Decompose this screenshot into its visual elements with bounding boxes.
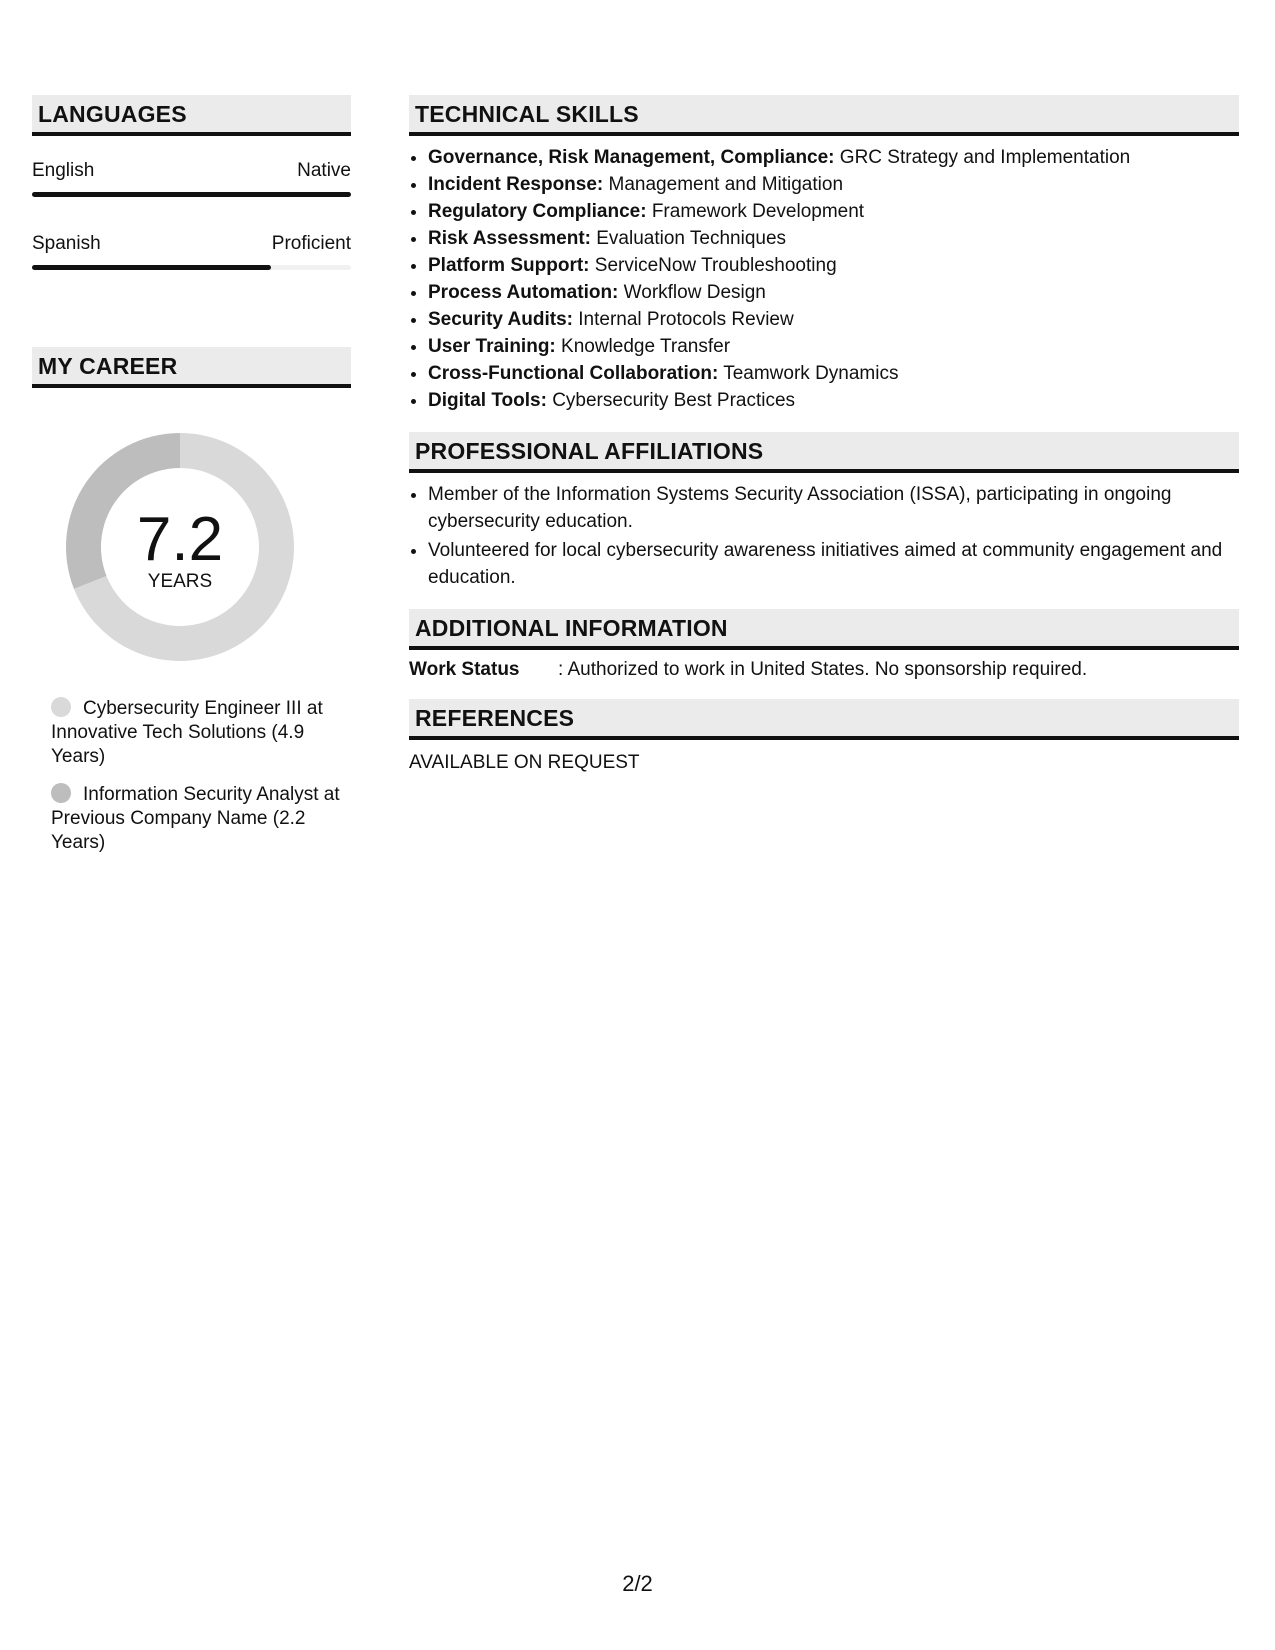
skill-value: Knowledge Transfer (555, 336, 731, 357)
page-number: 2/2 (622, 1571, 653, 1596)
career-header: MY CAREER (32, 347, 351, 388)
additional-info-header: ADDITIONAL INFORMATION (409, 609, 1239, 650)
affiliations-list (409, 481, 1239, 591)
career-legend-label: Information Security Analyst at Previous Company Name (2.2 Years) (51, 784, 340, 853)
skill-value: Internal Protocols Review (573, 309, 794, 330)
skill-label: Process Automation: (428, 282, 619, 303)
skill-value: Framework Development (646, 201, 865, 222)
skill-label: Platform Support: (428, 255, 590, 276)
career-total-years: 7.2 (136, 505, 224, 574)
list-item (428, 171, 1239, 198)
additional-info-section (409, 609, 1239, 681)
career-legend (51, 697, 341, 855)
language-proficiency-fill (32, 265, 271, 270)
references-section (409, 699, 1239, 774)
language-name: English (32, 160, 95, 181)
right-column (409, 95, 1239, 774)
list-item (428, 333, 1239, 360)
skill-value: Cybersecurity Best Practices (546, 390, 796, 411)
career-total-unit: YEARS (147, 571, 213, 592)
skill-label: Digital Tools: (428, 390, 547, 411)
language-item (32, 160, 351, 197)
technical-skills-section (409, 95, 1239, 414)
list-item (428, 225, 1239, 252)
language-proficiency-fill (32, 192, 351, 197)
language-level: Native (297, 160, 351, 181)
list-item: • Volunteered for local cybersecurity awareness initiatives aimed at community engagement and education. (428, 537, 1239, 591)
work-status-label: Work Status (409, 659, 520, 680)
language-level: Proficient (271, 233, 351, 254)
skill-value: ServiceNow Troubleshooting (589, 255, 837, 276)
skill-value: Evaluation Techniques (590, 228, 787, 249)
career-legend-label: Cybersecurity Engineer III at Innovative Tech Solutions (4.9 Years) (51, 698, 323, 767)
left-column (32, 95, 351, 869)
list-item (428, 144, 1239, 171)
skill-label: Cross-Functional Collaboration: (428, 363, 719, 384)
skill-label: Risk Assessment: (428, 228, 591, 249)
legend-dot-icon (51, 783, 71, 803)
list-item (428, 279, 1239, 306)
affiliations-section (409, 432, 1239, 591)
skill-label: Governance, Risk Management, Compliance: (428, 147, 835, 168)
career-legend-item (51, 697, 341, 769)
skill-label: Incident Response: (428, 174, 604, 195)
work-status-row (409, 659, 1239, 681)
list-item (428, 306, 1239, 333)
list-item (428, 360, 1239, 387)
skill-label: Security Audits: (428, 309, 573, 330)
career-donut-chart (66, 433, 294, 661)
skill-value: Management and Mitigation (603, 174, 844, 195)
language-item (32, 233, 351, 270)
legend-dot-icon (51, 697, 71, 717)
skill-label: Regulatory Compliance: (428, 201, 647, 222)
references-header: REFERENCES (409, 699, 1239, 740)
language-name: Spanish (32, 233, 101, 254)
affiliations-header: PROFESSIONAL AFFILIATIONS (409, 432, 1239, 473)
list-item: • Member of the Information Systems Security Association (ISSA), participating in ongoing cybersecurity education. (428, 481, 1239, 535)
skill-value: GRC Strategy and Implementation (834, 147, 1131, 168)
skill-value: Teamwork Dynamics (718, 363, 899, 384)
language-proficiency-bar (32, 192, 351, 197)
skill-label: User Training: (428, 336, 556, 357)
skill-value: Workflow Design (618, 282, 766, 303)
technical-skills-header: TECHNICAL SKILLS (409, 95, 1239, 136)
list-item (428, 198, 1239, 225)
career-legend-item (51, 783, 341, 855)
languages-header: LANGUAGES (32, 95, 351, 136)
technical-skills-list (409, 144, 1239, 414)
language-proficiency-bar (32, 265, 351, 270)
work-status-value: : Authorized to work in United States. No sponsorship required. (558, 659, 1088, 680)
list-item (428, 252, 1239, 279)
list-item (428, 387, 1239, 414)
references-text: AVAILABLE ON REQUEST (409, 752, 640, 773)
